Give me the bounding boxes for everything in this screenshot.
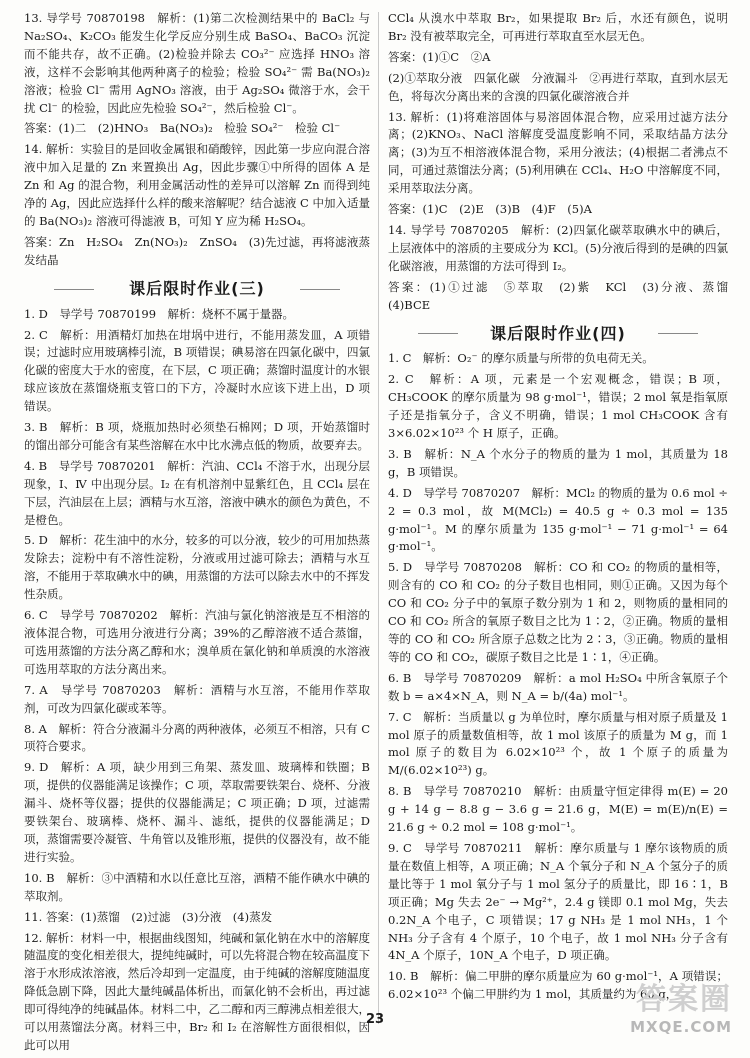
answer-entry: 13. 解析：(1)将难溶固体与易溶固体混合物，应采用过滤方法分离；(2)KNO₃、NaCl 溶解度受温度影响不同，采取结晶方法分离；(3)为互不相溶液体混合物，采用分液法；(4)根据二者沸点不同，可通过蒸馏法分离；(5)利用碘在 CCl₄、H₂O 中溶解度不同，采用萃取法分离。 (388, 109, 728, 196)
answer-entry: 答案：(1)①C ②A (388, 49, 491, 64)
page-number: 23 (365, 1012, 385, 1027)
answer-entry: 答案：Zn H₂SO₄ Zn(NO₃)₂ ZnSO₄ (3)先过滤，再将滤液蒸发结晶 (24, 234, 370, 267)
answer-entry: 14. 解析：实验目的是回收金属银和硝酸锌，因此第一步应向混合溶液中加入足量的 Zn 来置换出 Ag，因此步骤①中所得的固体 A 是 Zn 和 Ag 的混合物，利用金属活动性的差异可以溶解 Zn 而得到纯净的 Ag，因此应选择什么样的酸来溶解呢？结合滤液 C 中加入适量的 Ba(NO₃)₂ 溶液可得滤液 B，可知 Y 应为稀 H₂SO₄。 (24, 142, 370, 228)
answer-entry: 5. D 导学号 70870208 解析：CO 和 CO₂ 的物质的量相等，则含有的 CO 和 CO₂ 的分子数目也相同，则①正确。又因为每个 CO 和 CO₂ 分子中的氧原子数分别为 1 和 2，则物质的量相同的 CO 和 CO₂ 所含的氧原子数目之比为 1∶2，②正确。物质的量相等的 CO 和 CO₂ 所含原子总数之比为 2∶3，③正确。物质的量相等的 CO 和 CO₂，碳原子数目之比是 1∶1，④正确。 (388, 560, 728, 664)
answer-entry: 2. C 解析：用酒精灯加热在坩埚中进行，不能用蒸发皿，A 项错误；过滤时应用玻璃棒引流，B 项错误；碘易溶在四氯化碳中，四氯化碳的密度大于水的密度，在下层，C 项正确；蒸馏时温度计的水银球应该放在蒸馏烧瓶支管口的下方，冷凝时水应该下进上出，D 项错误。 (24, 327, 370, 414)
answer-entry: 13. 导学号 70870198 解析：(1)第二次检测结果中的 BaCl₂ 与 Na₂SO₄、K₂CO₃ 能发生化学反应分别生成 BaSO₄、BaCO₃ 沉淀而不能共存，故不正确。(2)检验并除去 CO₃²⁻ 应选择 HNO₃ 溶液，这样不会影响其他两种离子的检验；检验 SO₄²⁻ 需 Ba(NO₃)₂ 溶液；检验 Cl⁻ 需用 AgNO₃ 溶液，由于 Ag₂SO₄ 微溶于水，会干扰 Cl⁻ 的检验，因此应先检验 SO₄²⁻，然后检验 Cl⁻。 (24, 11, 370, 115)
answer-entry: 4. B 导学号 70870201 解析：汽油、CCl₄ 不溶于水，出现分层现象，Ⅰ、Ⅳ 中出现分层。I₂ 在有机溶剂中显紫红色，且 CCl₄ 层在下层，汽油层在上层；酒精与水互溶，溶液中碘水的颜色为黄色，不是橙色。 (24, 458, 370, 527)
answer-entry: 7. C 解析：当质量以 g 为单位时，摩尔质量与相对原子质量及 1 mol 原子的质量数值相等，故 1 mol 该原子的质量为 M g，而 1 mol 原子的数目为 6.02×10²³ 个，故 1 个原子的质量为 M/(6.02×10²³) g。 (388, 709, 728, 778)
answer-entry: 3. B 解析：B 项，烧瓶加热时必须垫石棉网；D 项，开始蒸馏时的馏出部分可能含有某些溶解在水中比水沸点低的物质，故要弃去。 (24, 420, 370, 452)
column-divider (378, 12, 379, 1024)
answer-entry: 5. D 解析：花生油中的水分，较多的可以分液，较少的可用加热蒸发除去；淀粉中有不溶性淀粉，分液或用过滤可除去；酒精与水互溶，不能用于萃取碘水中的碘，用蒸馏的方法可以除去水中的不挥发性杂质。 (24, 533, 370, 602)
left-column (24, 10, 370, 1058)
answer-entry: 答案：(1)①过滤 ⑤萃取 (2)紫 KCl (3)分液、蒸馏 (4)BCE (388, 279, 740, 312)
answer-entry: 答案：(1)C (2)E (3)B (4)F (5)A (388, 202, 592, 217)
answer-entry: CCl₄ 从溴水中萃取 Br₂，如果提取 Br₂ 后，水还有颜色，说明 Br₂ 没有被萃取完全，可再进行萃取直至水层无色。 (388, 11, 728, 43)
watermark-logo: 答案圈 (636, 982, 732, 1017)
answer-entry: 7. A 导学号 70870203 解析：酒精与水互溶，不能用作萃取剂，可改为四氯化碳或苯等。 (24, 682, 370, 715)
answer-entry: 4. D 导学号 70870207 解析：MCl₂ 的物质的量为 0.6 mol ÷ 2 = 0.3 mol，故 M(MCl₂) = 40.5 g ÷ 0.3 mol = 135 g·mol⁻¹。M 的摩尔质量为 135 g·mol⁻¹ − 71 g·mol⁻¹ = 64 g·mol⁻¹。 (388, 485, 728, 554)
answer-entry: 14. 导学号 70870205 解析：(2)四氯化碳萃取碘水中的碘后，上层液体中的溶质的主要成分为 KCl。(5)分液后得到的是碘的四氯化碳溶液，用蒸馏的方法可得到 I₂。 (388, 222, 728, 273)
answer-entry: 8. A 解析：符合分液漏斗分离的两种液体，必须互不相溶，只有 C 项符合要求。 (24, 721, 370, 754)
right-answers-top (388, 10, 740, 315)
answer-entry: 6. C 导学号 70870202 解析：汽油与氯化钠溶液是互不相溶的液体混合物，可选用分液进行分离；39%的乙醇溶液不适合蒸馏，可选用蒸馏的方法分离乙醇和水；溴单质在氯化钠和单质溴的水溶液可选用萃取的方法分离出来。 (24, 608, 370, 676)
answer-entry: 3. B 解析：N_A 个水分子的物质的量为 1 mol，其质量为 18 g，B 项错误。 (388, 446, 728, 479)
left-answers-bottom (24, 306, 370, 1055)
answer-entry: 9. D 解析：A 项，缺少用到三角架、蒸发皿、玻璃棒和铁圈；B 项，提供的仪器能满足该操作；C 项，萃取需要铁架台、烧杯、分液漏斗、烧杯等仪器；提供的仪器能满足；C 项正确；D 项，过滤需要铁架台、玻璃棒、烧杯、漏斗、滤纸，提供的仪器能满足；D 项，蒸馏需要冷凝管、牛角管以及锥形瓶，提供的仪器没有，故不能进行实验。 (24, 760, 370, 864)
left-answers-top (24, 10, 370, 270)
answer-entry: 1. C 解析：O₂⁻ 的摩尔质量与所带的负电荷无关。 (388, 351, 654, 366)
section-heading-4: 课后限时作业(四) (388, 325, 728, 343)
watermark-url: MXQE.COM (630, 1018, 732, 1036)
answer-entry: 6. B 导学号 70870209 解析：a mol H₂SO₄ 中所含氧原子个数 b = a×4×N_A，则 N_A = b/(4a) mol⁻¹。 (388, 670, 728, 703)
answer-entry: 10. B 解析：偏二甲肼的摩尔质量应为 60 g·mol⁻¹，A 项错误；6.02×10²³ 个偏二甲肼约为 1 mol，其质量约为 60 g， (388, 969, 728, 1002)
answer-entry: 答案：(1)二 (2)HNO₃ Ba(NO₃)₂ 检验 SO₄²⁻ 检验 Cl⁻ (24, 121, 341, 136)
answer-entry: (2)①萃取分液 四氯化碳 分液漏斗 ②再进行萃取，直到水层无色，将每次分离出来的含溴的四氯化碳溶液合并 (388, 70, 728, 103)
answer-entry: 9. C 导学号 70870211 解析：摩尔质量与 1 摩尔该物质的质量在数值上相等，A 项正确；N_A 个氧分子和 N_A 个氢分子的质量比等于 1 mol 氧分子与 1 mol 氢分子的质量比，即 16∶1，B 项正确；Mg 失去 2e⁻ → Mg²⁺，2.4 g 镁即 0.1 mol Mg，失去 0.2N_A 个电子，C 项错误；17 g NH₃ 是 1 mol NH₃，1 个 NH₃ 分子含有 4 个原子，10 个电子，故 1 mol NH₃ 分子含有 4N_A 个原子，10N_A 个电子，D 项正确。 (388, 840, 728, 963)
answer-entry: 8. B 导学号 70870210 解析：由质量守恒定律得 m(E) = 20 g + 14 g − 8.8 g − 3.6 g = 21.6 g，M(E) = m(E)/n(E) = 21.6 g ÷ 0.2 mol = 108 g·mol⁻¹。 (388, 784, 728, 835)
right-column (388, 10, 740, 1007)
answer-entry: 2. C 解析：A 项，元素是一个宏观概念，错误；B 项，CH₃COOK 的摩尔质量为 98 g·mol⁻¹，错误；2 mol 氧是指氧原子还是指氧分子，含义不明确，错误；1 mol CH₃COOK 含有 3×6.02×10²³ 个 H 原子，正确。 (388, 372, 728, 441)
answer-entry: 10. B 解析：③中酒精和水以任意比互溶，酒精不能作碘水中碘的萃取剂。 (24, 870, 370, 903)
watermark (630, 974, 732, 1036)
right-answers-bottom (388, 350, 728, 1004)
answer-entry: 11. 答案：(1)蒸馏 (2)过滤 (3)分液 (4)蒸发 (24, 909, 273, 924)
section-heading-3: 课后限时作业(三) (24, 280, 370, 298)
answer-entry: 12. 解析：材料一中，根据曲线图知，纯碱和氯化钠在水中的溶解度随温度的变化相差很大，提纯纯碱时，可以先将混合物在较高温度下溶于水形成浓溶液，然后冷却到一定温度，由于纯碱的溶解度随温度降低急剧下降，因此大量纯碱晶体析出，而氯化钠不会析出，再过滤即可得纯净的纯碱晶体。材料二中，乙二醇和丙三醇沸点相差很大，可以用蒸馏法分离。材料三中，Br₂ 和 I₂ 在溶解性方面很相似，因此可以用 (24, 930, 370, 1052)
answer-entry: 1. D 导学号 70870199 解析：烧杯不属于量器。 (24, 306, 295, 321)
